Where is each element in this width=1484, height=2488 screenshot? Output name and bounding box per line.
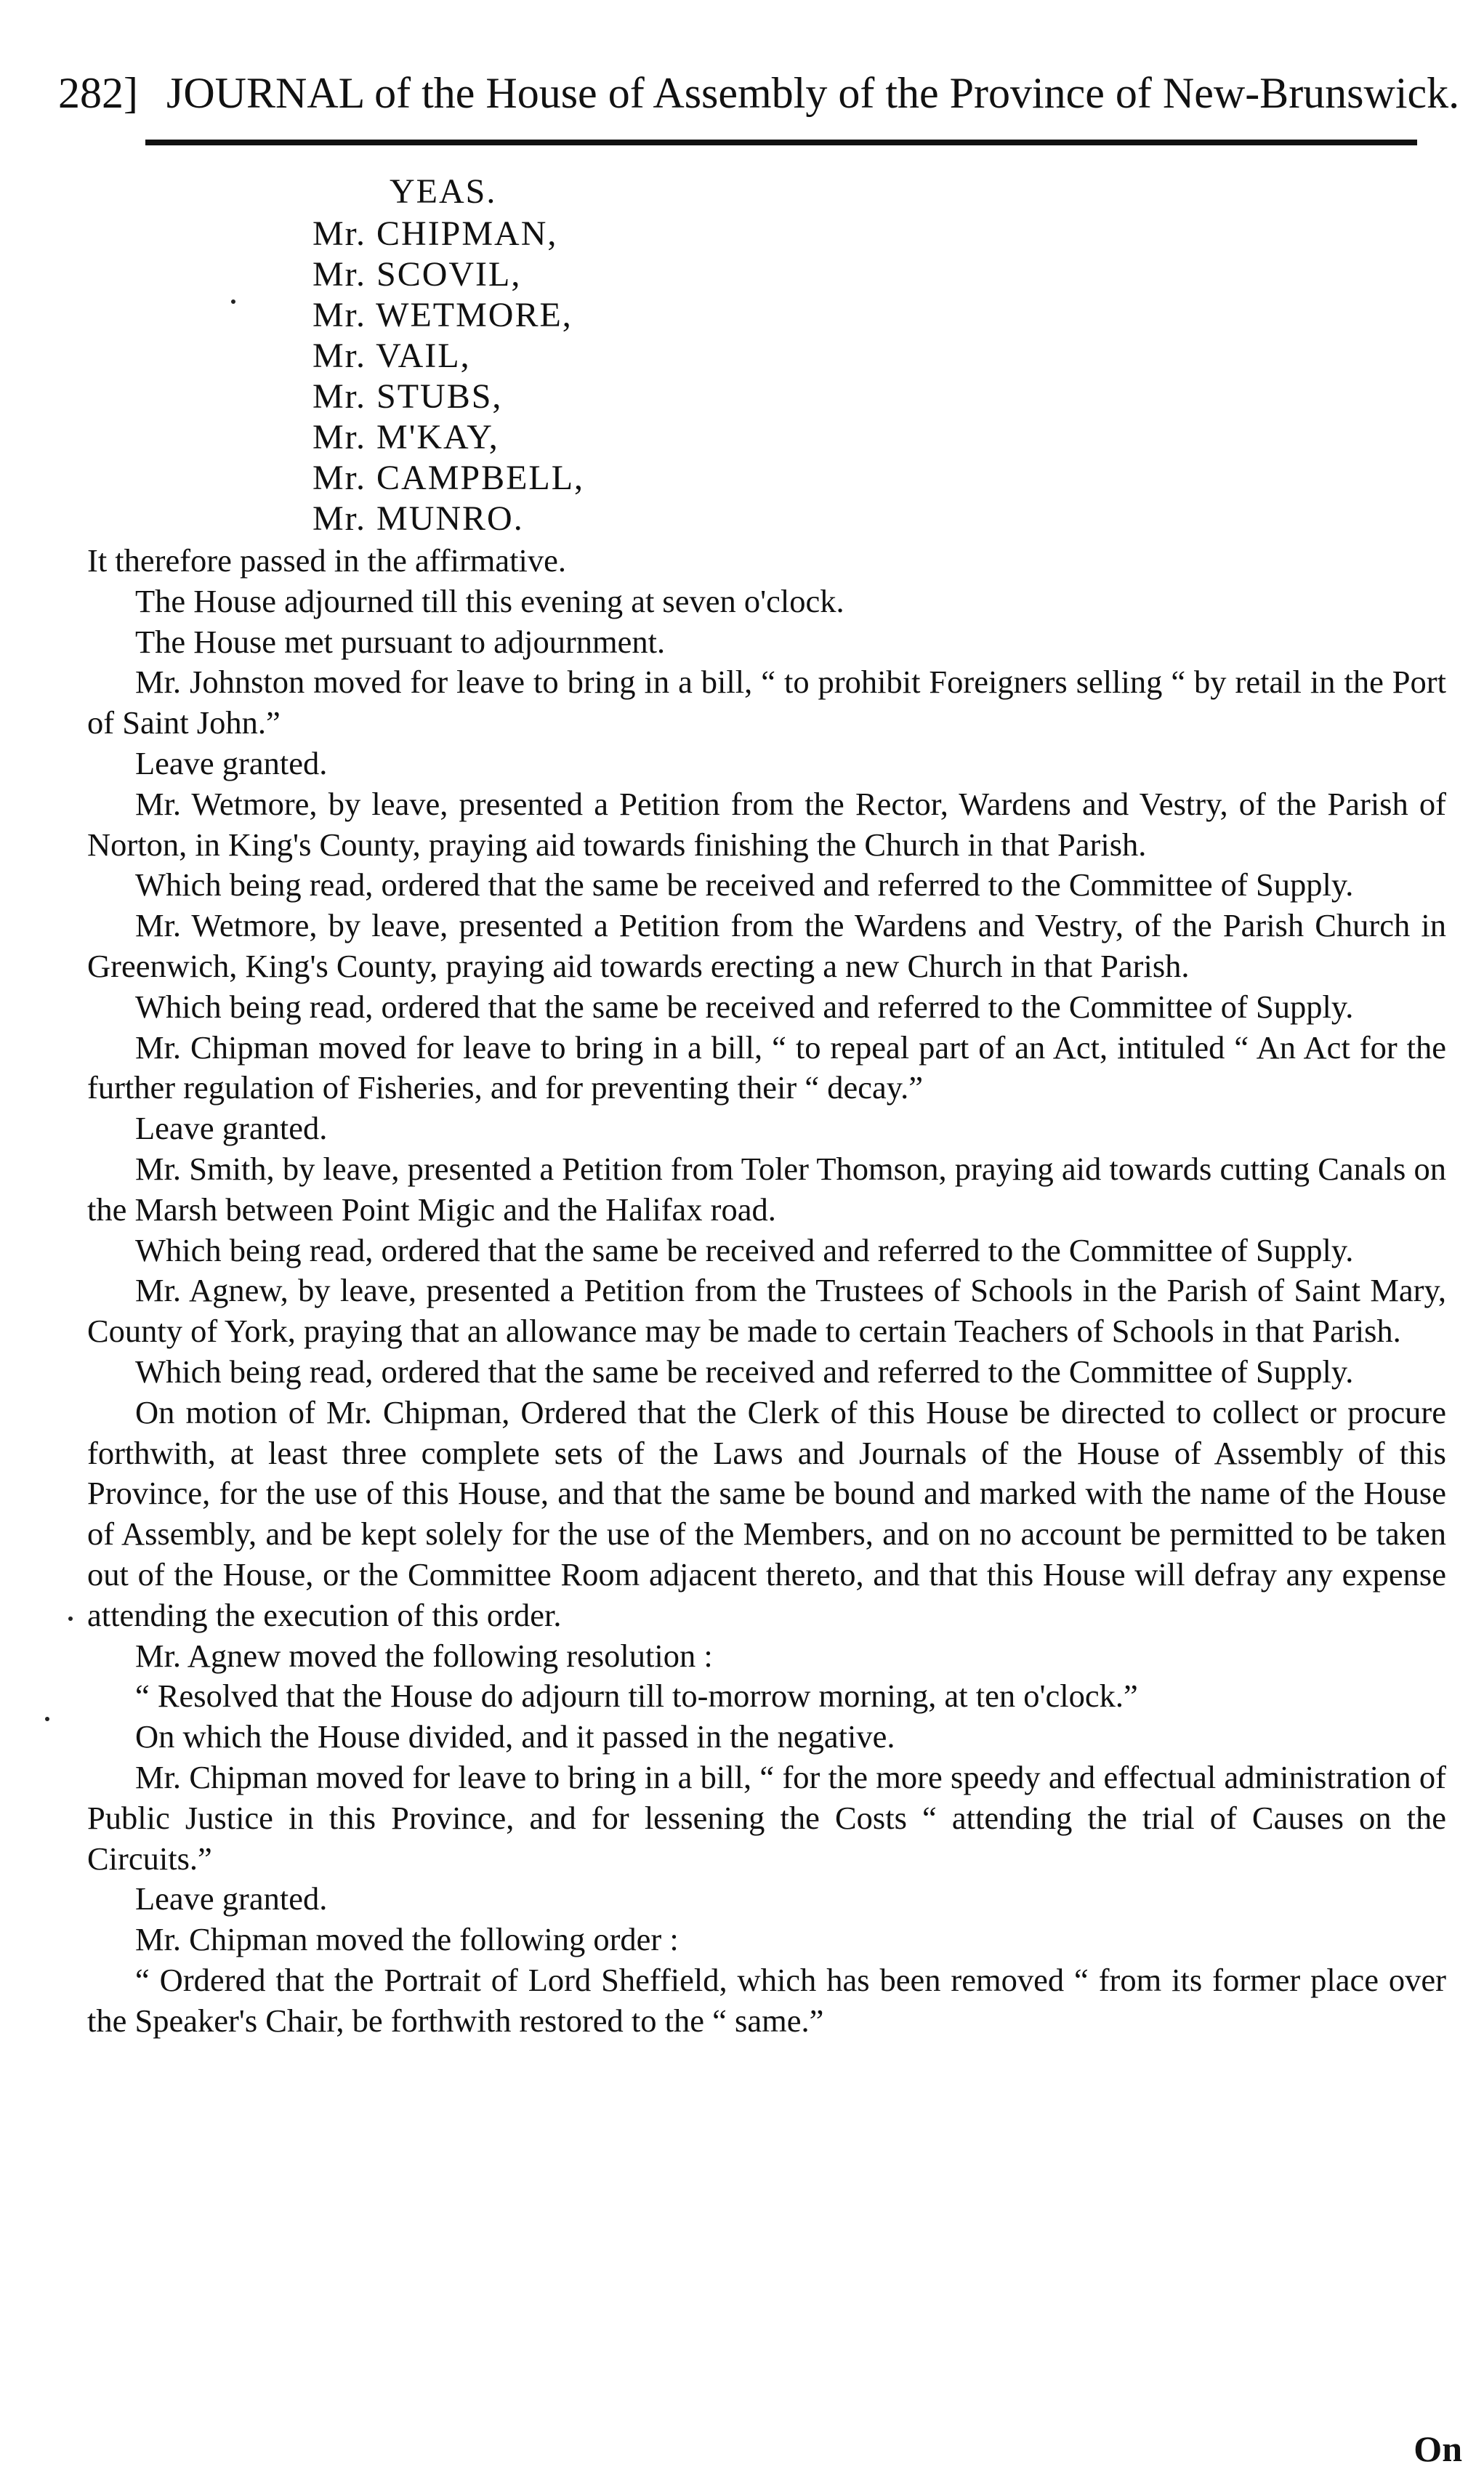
page-title: JOURNAL of the House of Assembly of the Province of New-Brunswick.	[166, 69, 1460, 117]
paragraph: The House met pursuant to adjournment.	[135, 623, 666, 660]
paragraph: Mr. Chipman moved the following order :	[135, 1921, 679, 1958]
paragraph: Leave granted.	[135, 744, 328, 781]
paragraph: “ Resolved that the House do adjourn till to-morrow morning, at ten o'clock.”	[135, 1678, 1138, 1715]
paragraph: On motion of Mr. Chipman, Ordered that the Clerk of this House be directed to collect or procure forthwith, at least three complete sets of the Laws and Journals of the House of Assembly of this Province, for the use of this House, and that the same be bound and marked with the name of the House of Assembly, and be kept solely for the use of the Members, and on no account be permitted to be taken out of the House, or the Committee Room adjacent thereto, and that this House will defray any expense attending the execution of this order.	[87, 1393, 1446, 1633]
paragraph: Mr. Chipman moved for leave to bring in a bill, “ for the more speedy and effectual administration of Public Justice in this Province, and for lessening the Costs “ attending the trial of Causes on the Circuits.”	[87, 1758, 1446, 1877]
paragraph: Mr. Agnew, by leave, presented a Petition from the Trustees of Schools in the Parish of Saint Mary, County of York, praying that an allowance may be made to certain Teachers of Schools in that Parish.	[87, 1272, 1446, 1350]
catchword: On	[1414, 2428, 1462, 2469]
page-header	[58, 67, 1460, 119]
ink-speck	[68, 1617, 73, 1621]
yeas-member: Mr. CAMPBELL,	[312, 459, 585, 497]
paragraph: Which being read, ordered that the same be received and referred to the Committee of Supply.	[135, 1231, 1354, 1268]
journal-body	[87, 541, 1446, 2041]
yeas-heading: YEAS.	[390, 172, 497, 211]
paragraph: Mr. Smith, by leave, presented a Petition from Toler Thomson, praying aid towards cutting Canals on the Marsh between Point Migic and the Halifax road.	[87, 1150, 1446, 1228]
ink-speck	[45, 1717, 49, 1721]
page-number: 282]	[58, 69, 138, 117]
paragraph: Mr. Chipman moved for leave to bring in a bill, “ to repeal part of an Act, intituled “ An Act for the further regulation of Fisheries, and for preventing their “ decay.”	[87, 1028, 1446, 1106]
paragraph: Mr. Johnston moved for leave to bring in a bill, “ to prohibit Foreigners selling “ by retail in the Port of Saint John.”	[87, 664, 1446, 741]
paragraph: It therefore passed in the affirmative.	[87, 542, 566, 579]
yeas-member: Mr. M'KAY,	[312, 418, 499, 456]
paragraph: Mr. Wetmore, by leave, presented a Petition from the Rector, Wardens and Vestry, of the Parish of Norton, in King's County, praying aid towards finishing the Church in that Parish.	[87, 785, 1446, 863]
paragraph: The House adjourned till this evening at seven o'clock.	[135, 582, 844, 619]
paragraph: Mr. Agnew moved the following resolution :	[135, 1637, 713, 1674]
yeas-member: Mr. MUNRO.	[312, 499, 524, 538]
yeas-member: Mr. SCOVIL,	[312, 255, 522, 294]
yeas-member: Mr. WETMORE,	[312, 296, 573, 334]
yeas-member: Mr. VAIL,	[312, 337, 471, 375]
paragraph: Leave granted.	[135, 1880, 328, 1917]
paragraph: Leave granted.	[135, 1110, 328, 1147]
yeas-member: Mr. STUBS,	[312, 377, 503, 416]
paragraph: On which the House divided, and it passed in the negative.	[135, 1718, 895, 1755]
yeas-list	[312, 214, 584, 539]
ink-speck	[231, 299, 235, 304]
header-rule	[145, 140, 1417, 145]
paragraph: Which being read, ordered that the same be received and referred to the Committee of Supply.	[135, 988, 1354, 1025]
yeas-member: Mr. CHIPMAN,	[312, 214, 558, 253]
paragraph: Which being read, ordered that the same be received and referred to the Committee of Supply.	[135, 866, 1354, 903]
paragraph: Mr. Wetmore, by leave, presented a Petition from the Wardens and Vestry, of the Parish Church in Greenwich, King's County, praying aid towards erecting a new Church in that Parish.	[87, 907, 1446, 984]
paragraph: “ Ordered that the Portrait of Lord Sheffield, which has been removed “ from its former place over the Speaker's Chair, be forthwith restored to the “ same.”	[87, 1961, 1446, 2039]
paragraph: Which being read, ordered that the same be received and referred to the Committee of Supply.	[135, 1353, 1354, 1390]
